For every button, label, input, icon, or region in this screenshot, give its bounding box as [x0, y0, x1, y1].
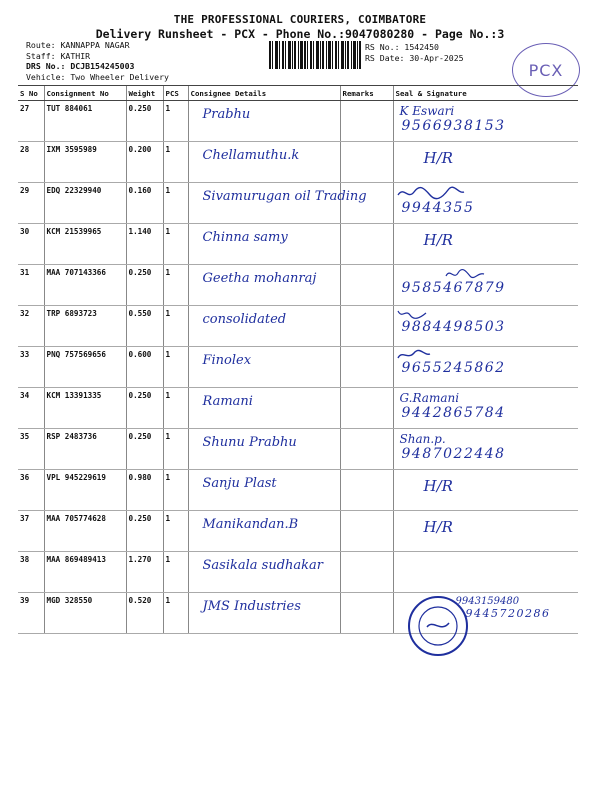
- signature-phone: 9445720286: [465, 607, 551, 620]
- cell-sno: 38: [18, 552, 44, 593]
- cell-consignee: [188, 265, 340, 306]
- cell-consignee: [188, 552, 340, 593]
- cell-consignee: [188, 470, 340, 511]
- signature-phone: 9655245862: [401, 360, 506, 376]
- cell-consignment: RSP 2483736: [44, 429, 126, 470]
- cell-pcs: 1: [163, 511, 188, 552]
- cell-signature: [393, 183, 578, 224]
- cell-remarks: [340, 142, 393, 183]
- col-header-remarks: Remarks: [340, 86, 393, 101]
- table-row: [18, 552, 578, 593]
- signature-phone: H/R: [423, 518, 453, 536]
- cell-remarks: [340, 511, 393, 552]
- table-row: [18, 511, 578, 552]
- delivery-table: [18, 85, 578, 634]
- cell-weight: 0.250: [126, 101, 163, 142]
- cell-signature: [393, 306, 578, 347]
- cell-consignee: [188, 593, 340, 634]
- cell-pcs: 1: [163, 552, 188, 593]
- company-seal-icon: [407, 595, 469, 657]
- cell-consignment: MAA 705774628: [44, 511, 126, 552]
- cell-weight: 0.250: [126, 388, 163, 429]
- signature-name: K Eswari: [399, 104, 455, 118]
- consignee-handwriting: Sanju Plast: [202, 476, 277, 491]
- cell-weight: 0.200: [126, 142, 163, 183]
- cell-sno: 35: [18, 429, 44, 470]
- cell-consignment: TUT 884061: [44, 101, 126, 142]
- cell-remarks: [340, 552, 393, 593]
- signature-scribble-icon: [396, 309, 456, 319]
- cell-consignment: PNQ 757569656: [44, 347, 126, 388]
- staff-label: Staff: KATHIR: [26, 50, 91, 61]
- consignee-handwriting: Geetha mohanraj: [202, 271, 317, 286]
- cell-pcs: 1: [163, 265, 188, 306]
- cell-consignment: VPL 945229619: [44, 470, 126, 511]
- cell-consignee: [188, 429, 340, 470]
- cell-signature: [393, 142, 578, 183]
- cell-remarks: [340, 306, 393, 347]
- cell-remarks: [340, 265, 393, 306]
- cell-sno: 32: [18, 306, 44, 347]
- cell-signature: [393, 429, 578, 470]
- signature-phone: H/R: [423, 477, 453, 495]
- cell-consignment: MAA 869489413: [44, 552, 126, 593]
- cell-signature: [393, 552, 578, 593]
- cell-consignment: TRP 6893723: [44, 306, 126, 347]
- cell-weight: 0.550: [126, 306, 163, 347]
- cell-sno: 29: [18, 183, 44, 224]
- table-row: [18, 470, 578, 511]
- cell-signature: [393, 388, 578, 429]
- barcode-icon: [269, 41, 361, 69]
- cell-sno: 28: [18, 142, 44, 183]
- cell-pcs: 1: [163, 224, 188, 265]
- cell-consignment: KCM 13391335: [44, 388, 126, 429]
- company-title: THE PROFESSIONAL COURIERS, COIMBATORE: [173, 13, 427, 26]
- signature-phone: 9884498503: [401, 319, 506, 335]
- cell-consignee: [188, 347, 340, 388]
- consignee-handwriting: Chellamuthu.k: [202, 148, 300, 163]
- cell-remarks: [340, 224, 393, 265]
- signature-scribble-icon: [396, 268, 486, 280]
- col-header-consignee: Consignee Details: [188, 86, 340, 101]
- signature-scribble-icon: [396, 186, 466, 200]
- cell-remarks: [340, 429, 393, 470]
- signature-scribble-icon: [396, 350, 436, 360]
- signature-name: G.Ramani: [399, 391, 460, 405]
- cell-sno: 36: [18, 470, 44, 511]
- cell-consignment: KCM 21539965: [44, 224, 126, 265]
- cell-remarks: [340, 388, 393, 429]
- cell-signature: [393, 347, 578, 388]
- table-row: [18, 142, 578, 183]
- signature-phone: 9487022448: [401, 446, 506, 462]
- cell-remarks: [340, 101, 393, 142]
- consignee-handwriting: Sivamurugan oil Trading: [202, 189, 367, 204]
- cell-pcs: 1: [163, 101, 188, 142]
- consignee-handwriting: Sasikala sudhakar: [202, 558, 323, 573]
- col-header-consignment: Consignment No: [44, 86, 126, 101]
- signature-phone: 9566938153: [401, 118, 506, 134]
- cell-signature: [393, 470, 578, 511]
- cell-pcs: 1: [163, 470, 188, 511]
- consignee-handwriting: Ramani: [202, 394, 253, 409]
- cell-pcs: 1: [163, 388, 188, 429]
- consignee-handwriting: consolidated: [202, 312, 287, 327]
- cell-weight: 0.250: [126, 429, 163, 470]
- table-header-row: [18, 86, 578, 101]
- table-row: [18, 429, 578, 470]
- cell-sno: 33: [18, 347, 44, 388]
- cell-consignee: [188, 388, 340, 429]
- consignee-handwriting: Shunu Prabhu: [202, 435, 297, 450]
- cell-weight: 0.600: [126, 347, 163, 388]
- signature-name: Shan.p.: [399, 432, 446, 446]
- runsheet-info: [26, 40, 169, 82]
- table-row: [18, 224, 578, 265]
- cell-pcs: 1: [163, 183, 188, 224]
- route-label: Route: KANNAPPA NAGAR: [26, 40, 130, 50]
- cell-weight: 1.270: [126, 552, 163, 593]
- cell-consignment: EDQ 22329940: [44, 183, 126, 224]
- cell-weight: 1.140: [126, 224, 163, 265]
- col-header-pcs: PCS: [163, 86, 188, 101]
- consignee-handwriting: Finolex: [202, 353, 252, 368]
- consignee-handwriting: Prabhu: [202, 107, 251, 122]
- rs-date: RS Date: 30-Apr-2025: [365, 53, 464, 63]
- cell-sno: 30: [18, 224, 44, 265]
- cell-pcs: 1: [163, 306, 188, 347]
- cell-consignment: MAA 707143366: [44, 265, 126, 306]
- col-header-signature: Seal & Signature: [393, 86, 578, 101]
- pcx-stamp: PCX: [512, 43, 580, 97]
- table-row: [18, 593, 578, 634]
- cell-sno: 37: [18, 511, 44, 552]
- table-row: [18, 265, 578, 306]
- cell-signature: [393, 265, 578, 306]
- cell-weight: 0.250: [126, 265, 163, 306]
- cell-sno: 39: [18, 593, 44, 634]
- col-header-sno: S No: [18, 86, 44, 101]
- cell-sno: 27: [18, 101, 44, 142]
- cell-consignment: IXM 3595989: [44, 142, 126, 183]
- col-header-weight: Weight: [126, 86, 163, 101]
- cell-weight: 0.520: [126, 593, 163, 634]
- signature-phone: 9944355: [401, 200, 475, 216]
- rs-number: RS No.: 1542450: [365, 42, 439, 52]
- cell-consignee: [188, 306, 340, 347]
- cell-consignee: [188, 142, 340, 183]
- cell-consignee: [188, 183, 367, 224]
- cell-consignee: [188, 224, 340, 265]
- cell-consignee: [188, 511, 340, 552]
- table-row: [18, 306, 578, 347]
- cell-pcs: 1: [163, 593, 188, 634]
- cell-signature: [393, 511, 578, 552]
- cell-remarks: [340, 593, 393, 634]
- cell-weight: 0.250: [126, 511, 163, 552]
- cell-pcs: 1: [163, 142, 188, 183]
- cell-pcs: 1: [163, 429, 188, 470]
- signature-phone: H/R: [423, 149, 453, 167]
- cell-remarks: [340, 347, 393, 388]
- consignee-handwriting: Manikandan.B: [202, 517, 299, 532]
- runsheet-title: Delivery Runsheet - PCX - Phone No.:9047080280 - Page No.:3: [95, 27, 505, 41]
- consignee-handwriting: Chinna samy: [202, 230, 288, 245]
- cell-weight: 0.160: [126, 183, 163, 224]
- signature-phone: H/R: [423, 231, 453, 249]
- cell-sno: 34: [18, 388, 44, 429]
- cell-remarks: [340, 470, 393, 511]
- cell-signature: [393, 224, 578, 265]
- table-row: [18, 388, 578, 429]
- table-row: [18, 183, 578, 224]
- drs-number: DRS No.: DCJB154245003: [26, 61, 135, 71]
- signature-phone: 9442865784: [401, 405, 506, 421]
- cell-consignment: MGD 328550: [44, 593, 126, 634]
- cell-sno: 31: [18, 265, 44, 306]
- cell-signature: [393, 101, 578, 142]
- vehicle-label: Vehicle: Two Wheeler Delivery: [26, 71, 169, 82]
- consignee-handwriting: JMS Industries: [202, 599, 301, 614]
- cell-pcs: 1: [163, 347, 188, 388]
- cell-consignee: [188, 101, 340, 142]
- rs-info: [365, 42, 464, 64]
- cell-weight: 0.980: [126, 470, 163, 511]
- table-row: [18, 347, 578, 388]
- table-row: [18, 101, 578, 142]
- signature-name: 9943159480: [455, 596, 520, 607]
- signature-phone: 9585467879: [401, 280, 506, 296]
